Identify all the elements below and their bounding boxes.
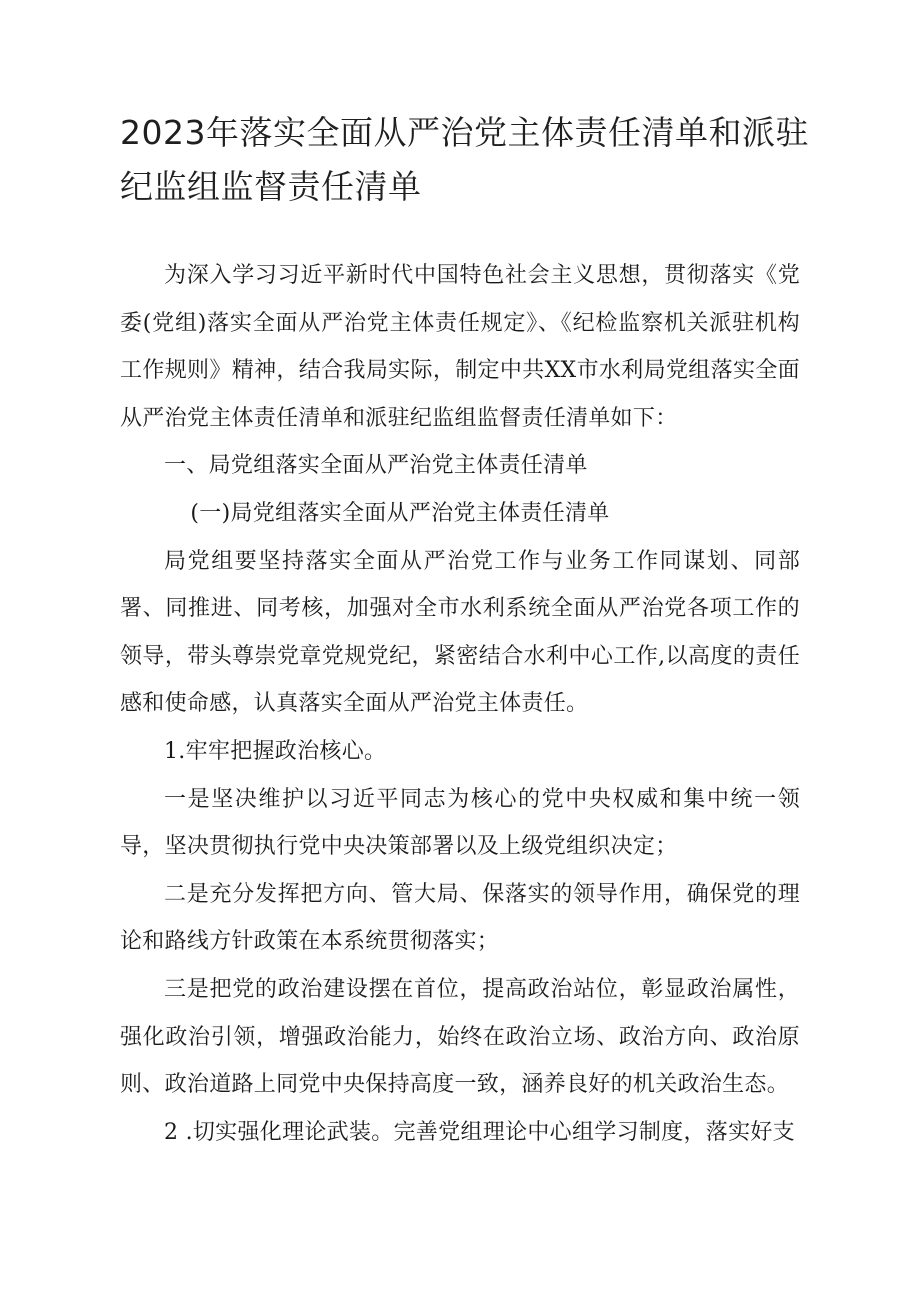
document-body [120, 252, 800, 1156]
list-item-2: 二是充分发挥把方向、管大局、保落实的领导作用，确保党的理论和路线方针政策在本系统贯彻落实； [120, 881, 800, 955]
item-heading-1: 1.牢牢把握政治核心。 [164, 738, 387, 764]
intro-paragraph: 为深入学习习近平新时代中国特色社会主义思想，贯彻落实《党委(党组)落实全面从严治党主体责任规定》、《纪检监察机关派驻机构工作规则》精神，结合我局实际，制定中共XX市水利局党组落实全面从严治党主体责任清单和派驻纪监组监督责任清单如下： [120, 263, 800, 431]
subsection-heading-1: (一)局党组落实全面从严治党主体责任清单 [190, 500, 610, 526]
item-heading-2: 2 .切实强化理论武装。完善党组理论中心组学习制度，落实好支 [164, 1119, 795, 1145]
list-item-1: 一是坚决维护以习近平同志为核心的党中央权威和集中统一领导，坚决贯彻执行党中央决策部署以及上级党组织决定； [120, 786, 800, 860]
list-item-3: 三是把党的政治建设摆在首位，提高政治站位，彰显政治属性，强化政治引领，增强政治能力，始终在政治立场、政治方向、政治原则、政治道路上同党中央保持高度一致，涵养良好的机关政治生态。 [120, 976, 800, 1098]
section-heading-1: 一、局党组落实全面从严治党主体责任清单 [164, 453, 588, 479]
document-title: 2023年落实全面从严治党主体责任清单和派驻纪监组监督责任清单 [120, 113, 809, 206]
body-paragraph: 局党组要坚持落实全面从严治党工作与业务工作同谋划、同部署、同推进、同考核，加强对全市水利系统全面从严治党各项工作的领导，带头尊崇党章党规党纪，紧密结合水利中心工作,以高度的责任感和使命感，认真落实全面从严治党主体责任。 [120, 548, 800, 717]
